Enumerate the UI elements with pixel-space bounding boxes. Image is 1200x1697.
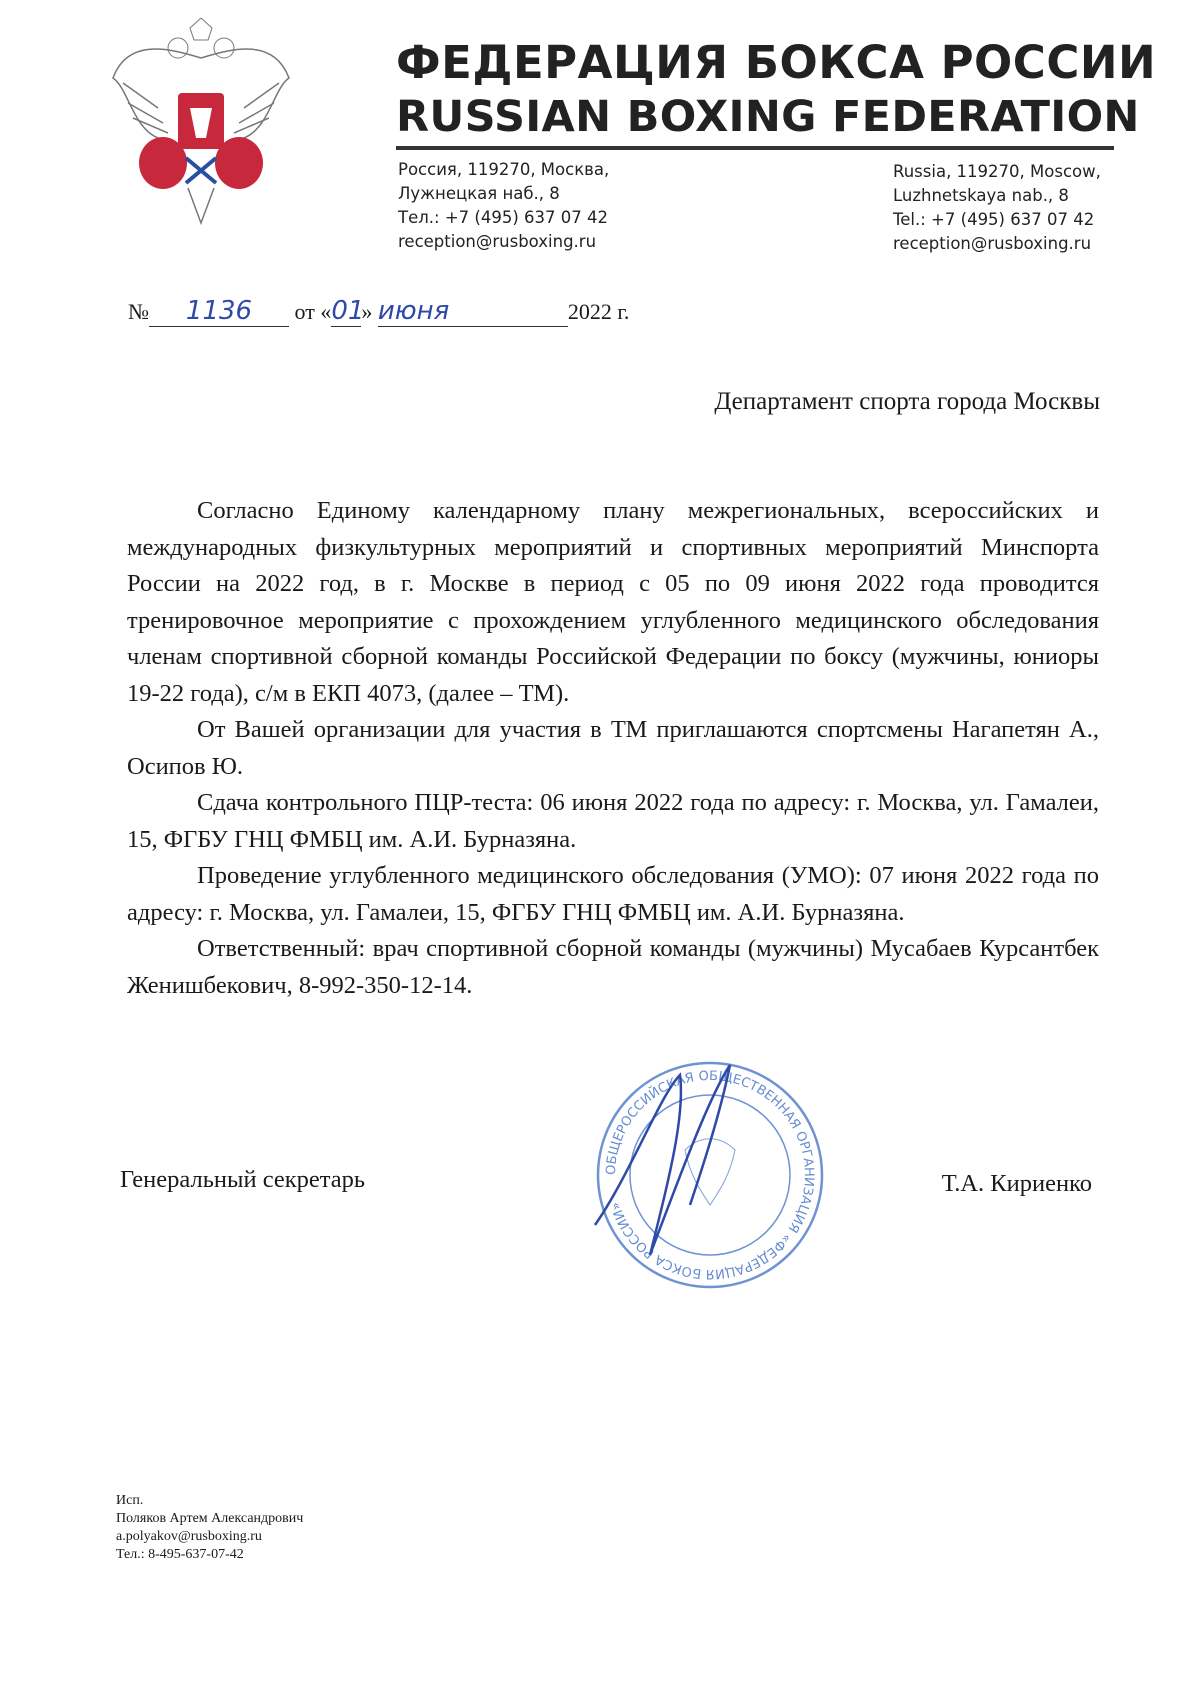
reference-line — [128, 296, 629, 327]
address-line: Luzhnetskaya nab., 8 — [893, 186, 1069, 205]
organization-title-ru: ФЕДЕРАЦИЯ БОКСА РОССИИ — [396, 36, 1157, 89]
executor-phone: Тел.: 8-495-637-07-42 — [116, 1547, 244, 1562]
executor-name: Поляков Артем Александрович — [116, 1511, 304, 1526]
paragraph: Ответственный: врач спортивной сборной команды (мужчины) Мусабаев Курсантбек Женишбекович, 8-992-350-12-14. — [127, 935, 1099, 999]
document-number: 1136 — [149, 296, 289, 327]
phone: Tel.: +7 (495) 637 07 42 — [893, 210, 1095, 229]
paragraph: Согласно Единому календарному плану межрегиональных, всероссийских и международных физкультурных мероприятий и спортивных мероприятий Минспорта России на 2022 год, в г. Москве в период с 05 по 09 июня 2022 года проводится тренировочное мероприятие с прохождением углубленного медицинского обследования членам спортивной сборной команды Российской Федерации по боксу (мужчины, юниоры 19-22 года), с/м в ЕКП 4073, (далее – ТМ). — [127, 497, 1099, 707]
address-line: Россия, 119270, Москва, — [398, 160, 610, 179]
coat-of-arms-logo — [108, 18, 294, 233]
executor-email: a.polyakov@rusboxing.ru — [116, 1529, 262, 1544]
address-en — [893, 160, 1101, 256]
stamp-text: ОБЩЕРОССИЙСКАЯ ОБЩЕСТВЕННАЯ ОРГАНИЗАЦИЯ «ФЕДЕРАЦИЯ БОКСА РОССИИ» — [603, 1068, 817, 1282]
quote: » — [361, 299, 373, 324]
date-day: 01 — [331, 296, 365, 326]
header-divider — [396, 146, 1114, 150]
signatory-name: Т.А. Кириенко — [941, 1170, 1092, 1197]
email: reception@rusboxing.ru — [893, 234, 1092, 253]
organization-title-en: RUSSIAN BOXING FEDERATION — [396, 92, 1140, 142]
executor-label: Исп. — [116, 1493, 144, 1508]
email: reception@rusboxing.ru — [398, 232, 597, 251]
letter-body — [127, 493, 1099, 1004]
signatory-position: Генеральный секретарь — [120, 1166, 366, 1193]
phone: Тел.: +7 (495) 637 07 42 — [398, 208, 608, 227]
number-label: № — [128, 299, 149, 324]
official-stamp — [590, 1055, 830, 1295]
paragraph: Проведение углубленного медицинского обследования (УМО): 07 июня 2022 года по адресу: г. Москва, ул. Гамалеи, 15, ФГБУ ГНЦ ФМБЦ им. А.И. Бурназяна. — [127, 862, 1099, 926]
paragraph: Сдача контрольного ПЦР-теста: 06 июня 2022 года по адресу: г. Москва, ул. Гамалеи, 15, ФГБУ ГНЦ ФМБЦ им. А.И. Бурназяна. — [127, 789, 1099, 853]
date-year: 2022 г. — [567, 299, 630, 324]
address-line: Лужнецкая наб., 8 — [398, 184, 560, 203]
executor-info — [116, 1492, 303, 1564]
address-line: Russia, 119270, Moscow, — [893, 162, 1101, 181]
paragraph: От Вашей организации для участия в ТМ приглашаются спортсмены Нагапетян А., Осипов Ю. — [127, 716, 1099, 780]
date-label: от « — [294, 299, 332, 324]
address-ru — [398, 158, 609, 254]
date-month: июня — [378, 296, 568, 327]
addressee: Департамент спорта города Москвы — [714, 388, 1100, 415]
